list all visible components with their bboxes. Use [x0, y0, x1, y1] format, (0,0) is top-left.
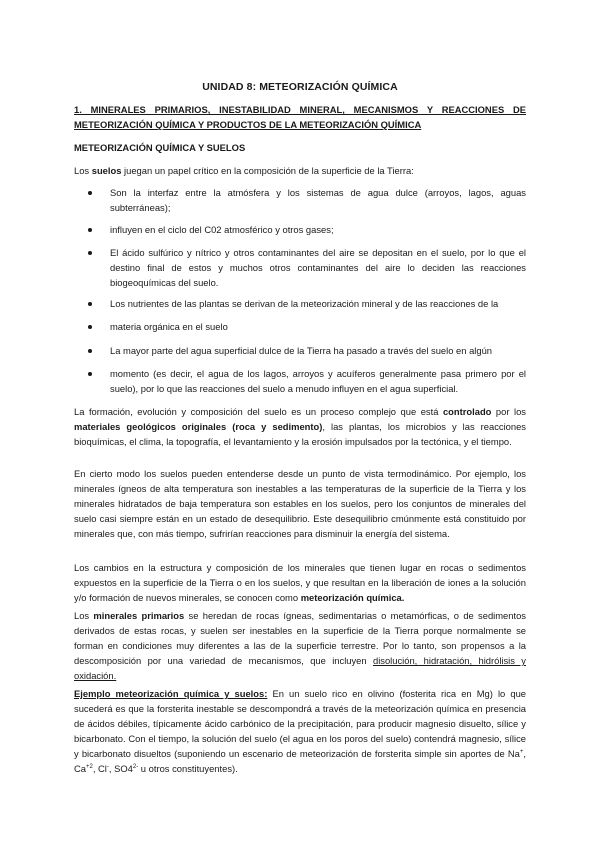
paragraph-text: se heredan de rocas ígneas, sedimentarias o metamórficas, o de sedimentos derivados de estas rocas, y suelen ser inestables en la superficie de la Tierra porque normalmente se forman en condiciones muy diferentes a las de la superficie terrestre. Por lo tanto, son propensos a la descomposición por una variedad de mecanismos, que incluyen [74, 610, 526, 666]
paragraph [74, 608, 526, 683]
list-item-text: momento (es decir, el agua de los lagos, arroyos y acuíferos generalmente pasa primero por el suelo), por lo que las reacciones del suelo a menudo influyen en el agua superficial. [110, 368, 526, 394]
paragraph-text: , las plantas, los microbios y las reacciones bioquímicas, el clima, la topografía, el levantamiento y la erosión impulsados por la tectónica, y el tiempo. [74, 421, 526, 447]
intro-bold: suelos [91, 165, 122, 176]
example-label: Ejemplo meteorización química y suelos: [74, 688, 268, 699]
intro-paragraph [74, 163, 526, 178]
list-item-text: materia orgánica en el suelo [110, 321, 228, 332]
paragraph-bold: minerales primarios [93, 610, 185, 621]
bullet-icon [88, 325, 92, 329]
bullet-icon [88, 302, 92, 306]
bullet-icon [88, 349, 92, 353]
list-item [110, 222, 526, 237]
subheading: METEORIZACIÓN QUÍMICA Y SUELOS [74, 142, 246, 153]
intro-text: Los [74, 165, 92, 176]
paragraph-text: La formación, evolución y composición del suelo es un proceso complejo que está [74, 406, 443, 417]
list-item-text: Son la interfaz entre la atmósfera y los sistemas de agua dulce (arroyos, lagos, aguas subterráneas); [110, 187, 526, 213]
list-item [110, 366, 526, 396]
paragraph-text: , SO4 [108, 763, 133, 774]
list-item [110, 185, 526, 215]
bullet-icon [88, 372, 92, 376]
page-title: UNIDAD 8: METEORIZACIÓN QUÍMICA [202, 81, 398, 93]
bullet-icon [88, 228, 92, 232]
superscript: - [106, 763, 109, 770]
bullet-icon [88, 251, 92, 255]
paragraph-bold: controlado [442, 406, 492, 417]
section-heading: 1. MINERALES PRIMARIOS, INESTABILIDAD MINERAL, MECANISMOS Y REACCIONES DE METEORIZACIÓN QUÍMICA Y PRODUCTOS DE LA METEORIZACIÓN QUÍMICA [74, 104, 526, 130]
superscript: +2 [85, 763, 93, 770]
list-item [110, 296, 526, 311]
list-item [110, 245, 526, 290]
list-item-text: El ácido sulfúrico y nítrico y otros contaminantes del aire se depositan en el suelo, por lo que el destino final de estos y muchos otros contaminantes del aire lo deciden las reacciones biogeoquímicas del suelo. [110, 247, 526, 288]
list-item-text: La mayor parte del agua superficial dulce de la Tierra ha pasado a través del suelo en algún [110, 345, 493, 356]
paragraph [74, 560, 526, 605]
paragraph-text: , Cl [92, 763, 107, 774]
paragraph-text: En un suelo rico en olivino (fosterita rica en Mg) lo que sucederá es que la forsterita inestable se descompondrá a través de la meteorización química en presencia de ácidos débiles, típicamente ácido carbónico de la precipitación, para producir magnesio disuelto, sílice y bicarbonato. Con el tiempo, la solución del suelo (el agua en los poros del suelo) contendrá magnesio, sílice y bicarbonato disueltos (suponiendo un escenario de meteorización de forsterita simple sin aportes de Na [74, 688, 527, 759]
superscript: 2- [132, 763, 139, 770]
paragraph-text: Los cambios en la estructura y composición de los minerales que tienen lugar en rocas o sedimentos expuestos en la superficie de la Tierra o en los suelos, y que resultan en la liberación de iones a la solución y/o formación de nuevos minerales, se conocen como [74, 562, 526, 603]
bullet-icon [88, 191, 92, 195]
list-item [110, 319, 526, 334]
list-item-text: Los nutrientes de las plantas se derivan de la meteorización mineral y de las reacciones de la [110, 298, 499, 309]
superscript: + [519, 748, 524, 755]
paragraph-underlined: disolución, hidratación, hidrólisis y oxidación. [74, 655, 526, 681]
list-item [110, 343, 526, 358]
paragraph [74, 404, 526, 449]
paragraph [74, 686, 526, 776]
paragraph-text: , Ca [74, 748, 526, 774]
paragraph-bold: meteorización química. [300, 592, 405, 603]
paragraph-bold: materiales geológicos originales [74, 421, 227, 432]
list-item-text: influyen en el ciclo del C02 atmosférico y otros gases; [110, 224, 334, 235]
intro-text: juegan un papel crítico en la composición de la superficie de la Tierra: [121, 165, 414, 176]
paragraph: En cierto modo los suelos pueden entenderse desde un punto de vista termodinámico. Por ejemplo, los minerales ígneos de alta temperatura son inestables a las temperaturas de la superficie de la Tierra y los minerales hidratados de baja temperatura son estables en los suelos, pero los conjuntos de minerales del suelo casi siempre están en un estado de desequilibrio. Este desequilibrio cmúnmente está constituido por minerales que, con más tiempo, sufrirían reacciones para disminuir la energía del sistema. [74, 468, 526, 539]
paragraph-text: Los [74, 610, 94, 621]
paragraph-text: u otros constituyentes). [138, 763, 238, 774]
paragraph-bold: (roca y sedimento) [232, 421, 323, 432]
paragraph-text: por los [491, 406, 526, 417]
